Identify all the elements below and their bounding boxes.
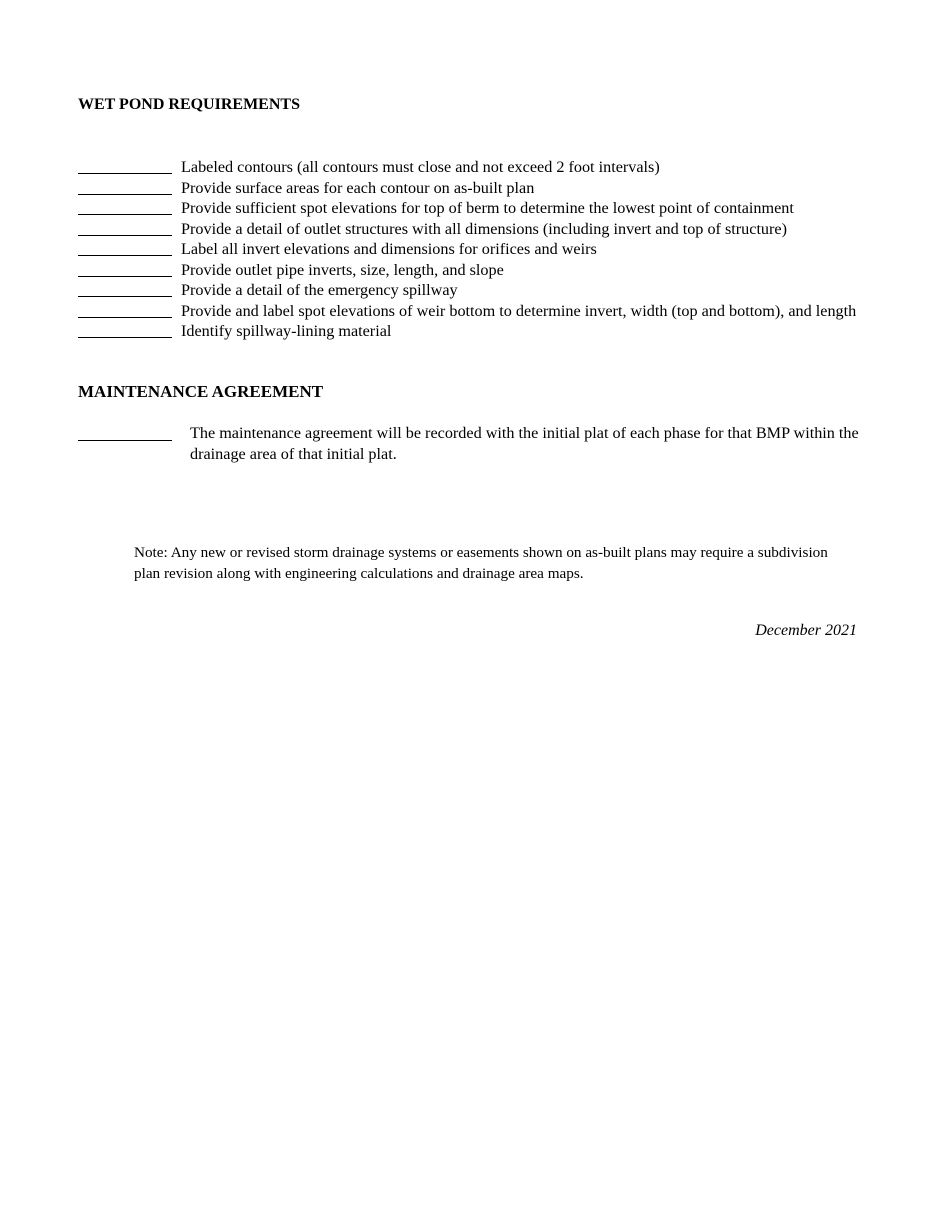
checkoff-blank-line[interactable] — [78, 337, 172, 338]
wet-pond-checklist — [78, 157, 898, 342]
checklist-item — [78, 178, 898, 199]
checkoff-blank-line[interactable] — [78, 255, 172, 256]
maintenance-agreement-item — [78, 423, 898, 464]
checkoff-blank-line[interactable] — [78, 214, 172, 215]
checklist-item-text: Label all invert elevations and dimensions for orifices and weirs — [181, 240, 597, 258]
checklist-item-text: Labeled contours (all contours must close and not exceed 2 foot intervals) — [181, 158, 660, 176]
wet-pond-requirements-heading: WET POND REQUIREMENTS — [78, 96, 300, 113]
document-date: December 2021 — [755, 622, 857, 639]
checkoff-blank-line[interactable] — [78, 194, 172, 195]
checkoff-blank-line[interactable] — [78, 317, 172, 318]
checklist-item — [78, 301, 898, 322]
checklist-item-text: Provide outlet pipe inverts, size, length, and slope — [181, 260, 504, 279]
checklist-item-text: Provide a detail of outlet structures with all dimensions (including invert and top of structure) — [181, 219, 787, 238]
checklist-item — [78, 321, 898, 342]
checklist-item — [78, 260, 898, 281]
checklist-item-text: Provide sufficient spot elevations for top of berm to determine the lowest point of containment — [181, 199, 794, 217]
checkoff-blank-line[interactable] — [78, 276, 172, 277]
checklist-item-text: Provide a detail of the emergency spillway — [181, 281, 458, 299]
maintenance-agreement-text: The maintenance agreement will be recorded with the initial plat of each phase for that BMP within the drainage area of that initial plat. — [190, 424, 859, 463]
checkoff-blank-line[interactable] — [78, 235, 172, 236]
checklist-item — [78, 157, 898, 178]
checklist-item — [78, 219, 898, 240]
checklist-item — [78, 280, 898, 301]
checklist-item-text: Provide and label spot elevations of weir bottom to determine invert, width (top and bottom), and length — [181, 301, 857, 320]
maintenance-agreement-heading: MAINTENANCE AGREEMENT — [78, 382, 324, 401]
checkoff-blank-line[interactable] — [78, 440, 172, 441]
checklist-item — [78, 239, 898, 260]
checkoff-blank-line[interactable] — [78, 296, 172, 297]
checklist-item — [78, 198, 898, 219]
note-paragraph: Note: Any new or revised storm drainage systems or easements shown on as-built plans may require a subdivision plan revision along with engineering calculations and drainage area maps. — [134, 544, 828, 582]
checklist-item-text: Identify spillway-lining material — [181, 322, 392, 340]
checkoff-blank-line[interactable] — [78, 173, 172, 174]
checklist-item-text: Provide surface areas for each contour on as-built plan — [181, 178, 535, 197]
